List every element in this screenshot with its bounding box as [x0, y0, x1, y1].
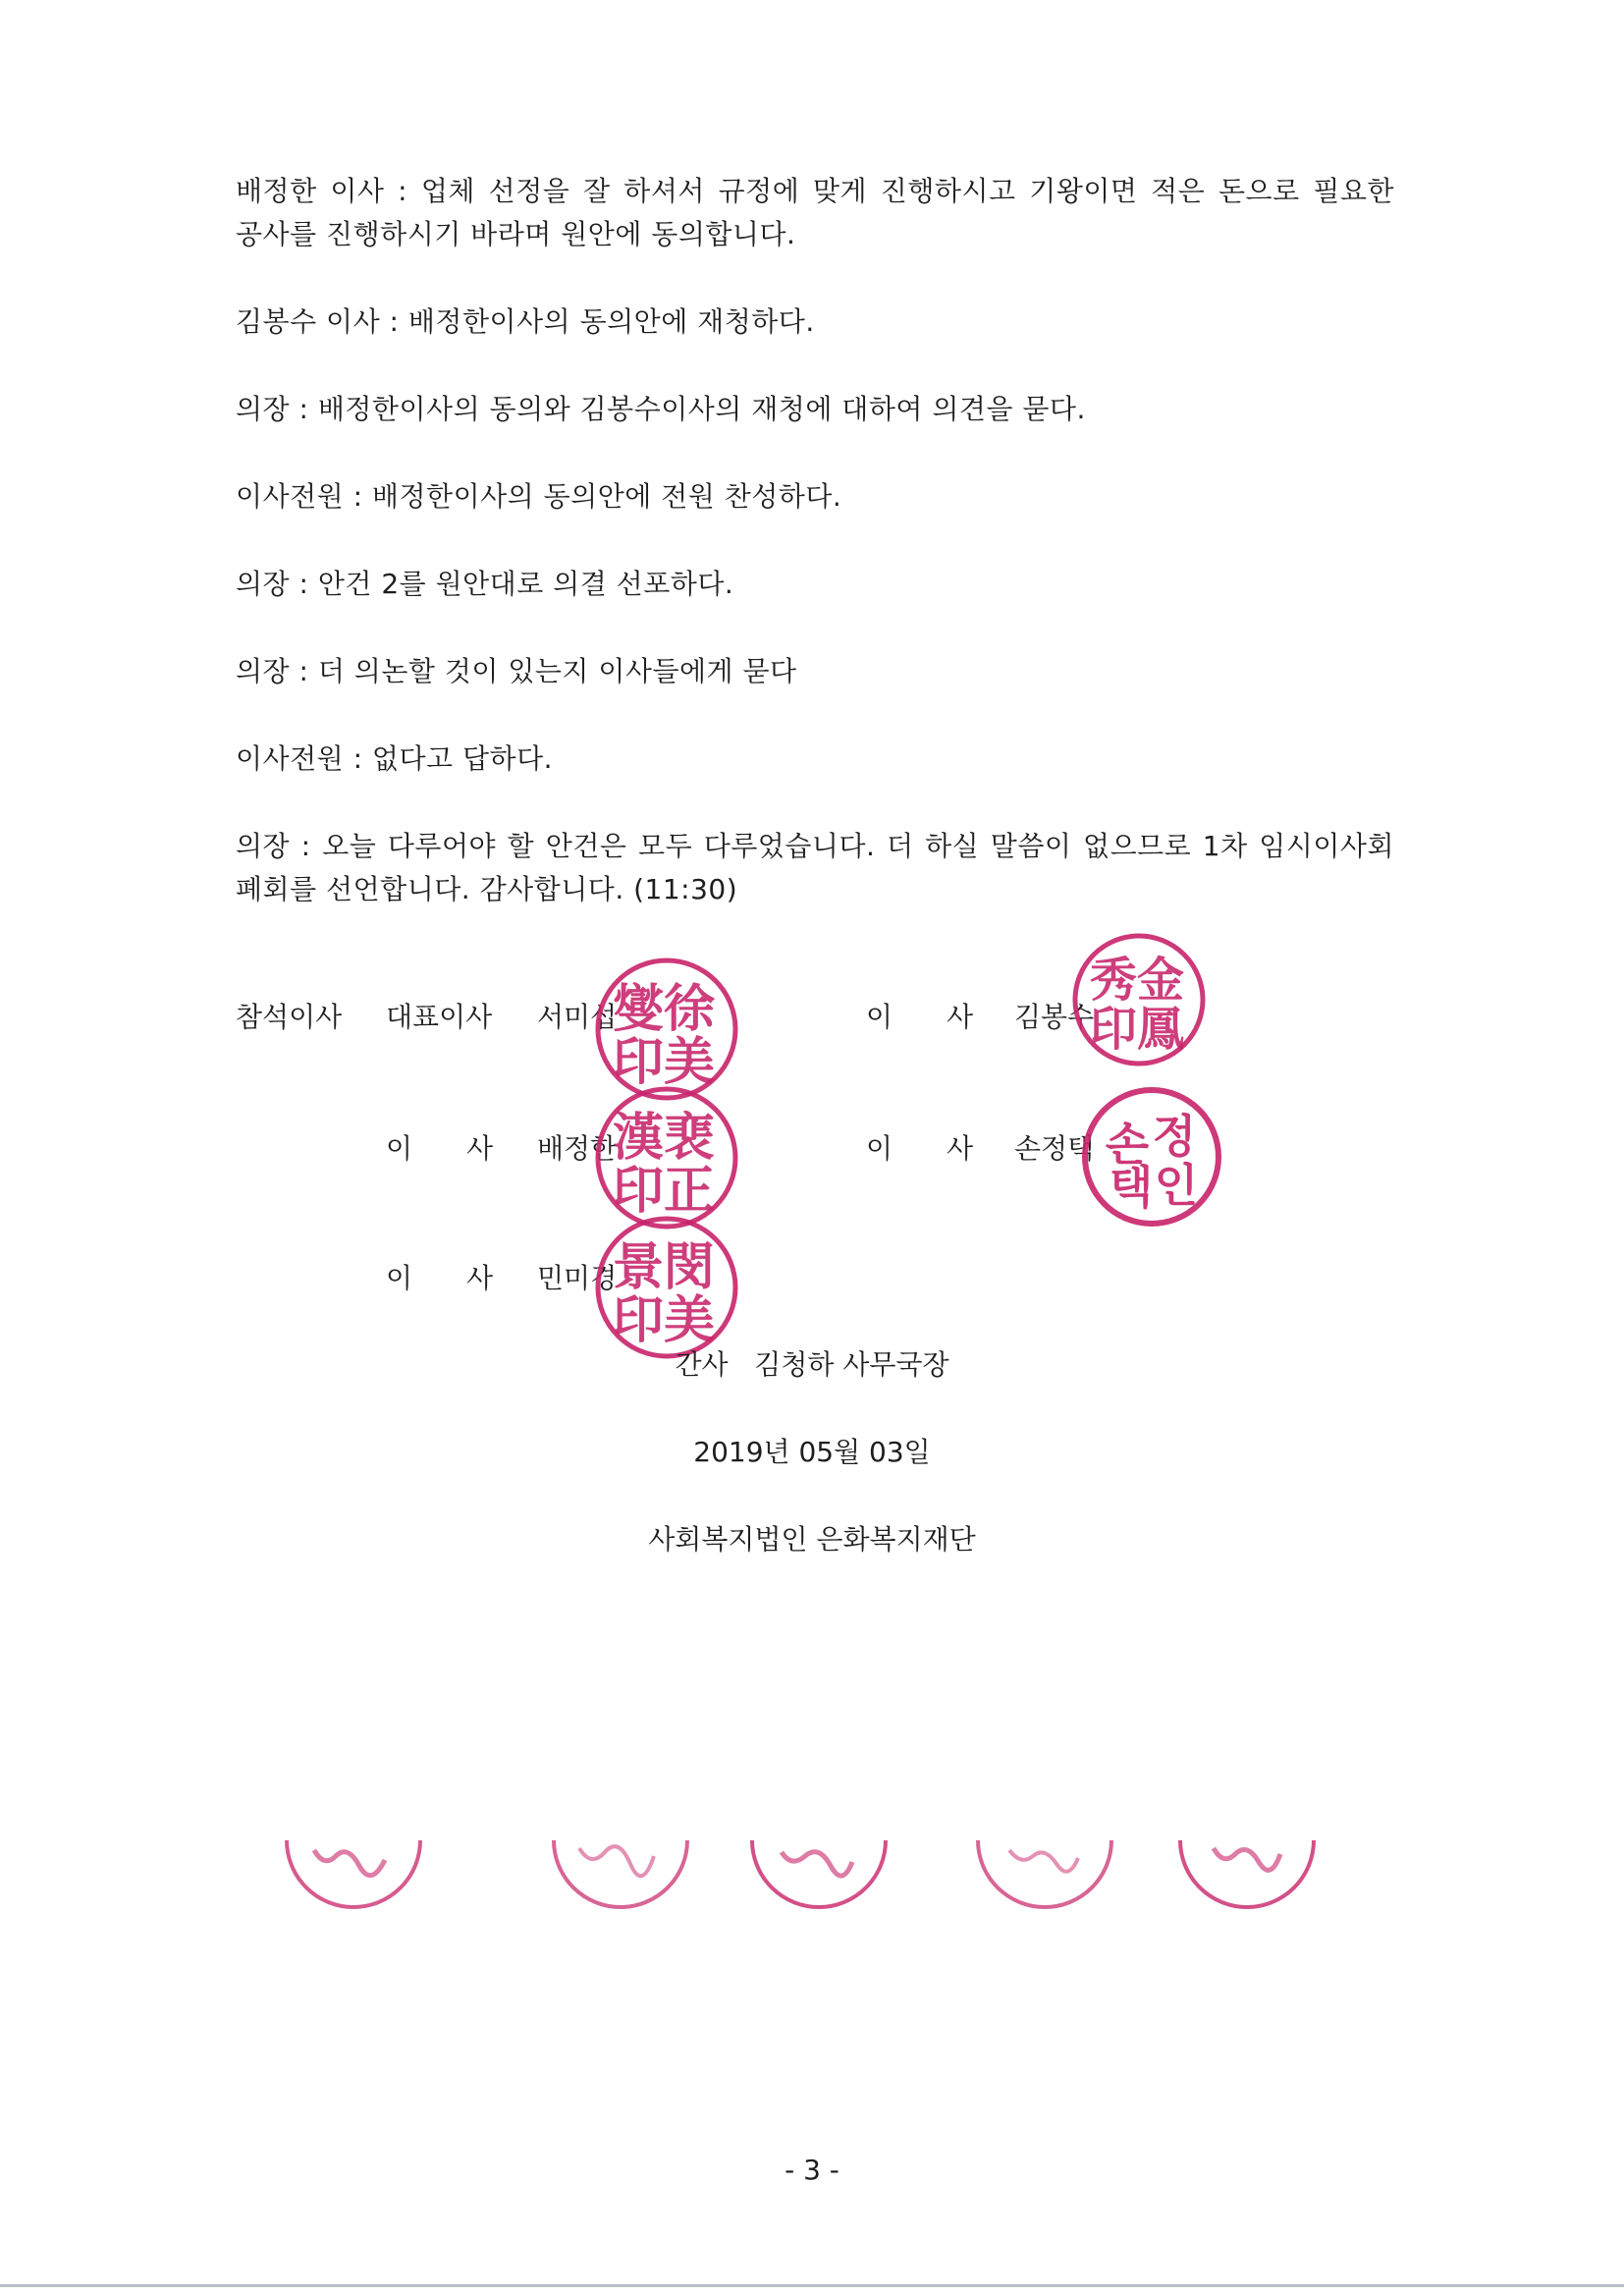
attendee-title: 대표이사 [386, 1001, 493, 1033]
seo-mi-seop-seal [593, 956, 740, 1103]
svg-text:택: 택 [1109, 1161, 1154, 1214]
attendee-title: 이 [866, 1001, 893, 1033]
partial-seal-impression [1168, 1827, 1326, 1925]
partial-seal-impression [740, 1827, 897, 1925]
svg-text:美: 美 [663, 1290, 716, 1350]
kim-bong-su-seal [1070, 931, 1208, 1068]
svg-text:裵: 裵 [663, 1108, 716, 1168]
min-mi-gyeong-seal [593, 1214, 740, 1361]
attendee-name: 손정택 [1014, 1132, 1095, 1165]
svg-text:인: 인 [1154, 1159, 1199, 1212]
attendee-title: 이 [866, 1132, 893, 1165]
scan-edge [0, 2284, 1624, 2287]
minutes-paragraph: 이사전원 : 배정한이사의 동의안에 전원 찬성하다. [236, 480, 842, 513]
attendee-title: 사 [947, 1001, 974, 1033]
svg-text:美: 美 [663, 1032, 716, 1092]
organization-name: 사회복지법인 은화복지재단 [648, 1523, 976, 1556]
secretary-line: 간사 김청하 사무국장 [675, 1348, 949, 1381]
scan-artifact [785, 0, 844, 6]
minutes-paragraph: 의장 : 오늘 다루어야 할 안건은 모두 다루었습니다. 더 하실 말씀이 없으므로 1차 임시이사회 폐회를 선언합니다. 감사합니다. (11:30) [236, 830, 1394, 905]
attendee-name: 서미섭 [537, 1001, 618, 1033]
attendee-name: 배정한 [537, 1132, 618, 1165]
svg-text:印: 印 [612, 1290, 665, 1350]
minutes-paragraph: 김봉수 이사 : 배정한이사의 동의안에 재청하다. [236, 305, 815, 338]
minutes-paragraph: 배정한 이사 : 업체 선정을 잘 하셔서 규정에 맞게 진행하시고 기왕이면 적은 돈으로 필요한 공사를 진행하시기 바라며 원안에 동의합니다. [236, 175, 1394, 250]
attendees-heading: 참석이사 [236, 1001, 343, 1033]
attendee-title: 사 [466, 1262, 494, 1294]
svg-text:秀: 秀 [1089, 953, 1138, 1008]
attendee-title: 사 [947, 1132, 974, 1165]
attendee-title: 이 [386, 1132, 413, 1165]
partial-seal-impression [966, 1827, 1123, 1925]
minutes-paragraph: 의장 : 안건 2를 원안대로 의결 선포하다. [236, 568, 734, 600]
svg-text:鳳: 鳳 [1136, 1002, 1185, 1057]
svg-text:閔: 閔 [663, 1237, 716, 1297]
minutes-paragraph: 의장 : 더 의논할 것이 있는지 이사들에게 묻다 [236, 655, 797, 687]
partial-seal-impression [542, 1827, 699, 1925]
svg-text:印: 印 [612, 1032, 665, 1092]
svg-text:景: 景 [612, 1237, 665, 1297]
svg-text:徐: 徐 [663, 979, 716, 1039]
svg-text:정: 정 [1152, 1110, 1197, 1163]
minutes-paragraph: 이사전원 : 없다고 답하다. [236, 742, 554, 775]
attendee-title: 이 [386, 1262, 413, 1294]
svg-text:손: 손 [1105, 1118, 1150, 1171]
bae-jeong-han-seal [593, 1084, 740, 1231]
svg-text:金: 金 [1136, 953, 1185, 1008]
svg-text:燮: 燮 [612, 979, 665, 1039]
svg-text:印: 印 [1089, 1002, 1138, 1057]
attendee-name: 김봉수 [1014, 1001, 1095, 1033]
svg-text:印: 印 [612, 1161, 665, 1221]
attendee-name: 민미경 [537, 1262, 618, 1294]
svg-text:正: 正 [663, 1161, 716, 1221]
partial-seal-impression [275, 1827, 432, 1925]
attendee-title: 사 [466, 1132, 494, 1165]
page-number: - 3 - [785, 2154, 839, 2186]
document-date: 2019년 05월 03일 [693, 1436, 931, 1468]
minutes-paragraph: 의장 : 배정한이사의 동의와 김봉수이사의 재청에 대하여 의견을 묻다. [236, 393, 1086, 425]
son-jeong-taek-seal [1080, 1085, 1223, 1229]
svg-text:漢: 漢 [612, 1108, 665, 1168]
